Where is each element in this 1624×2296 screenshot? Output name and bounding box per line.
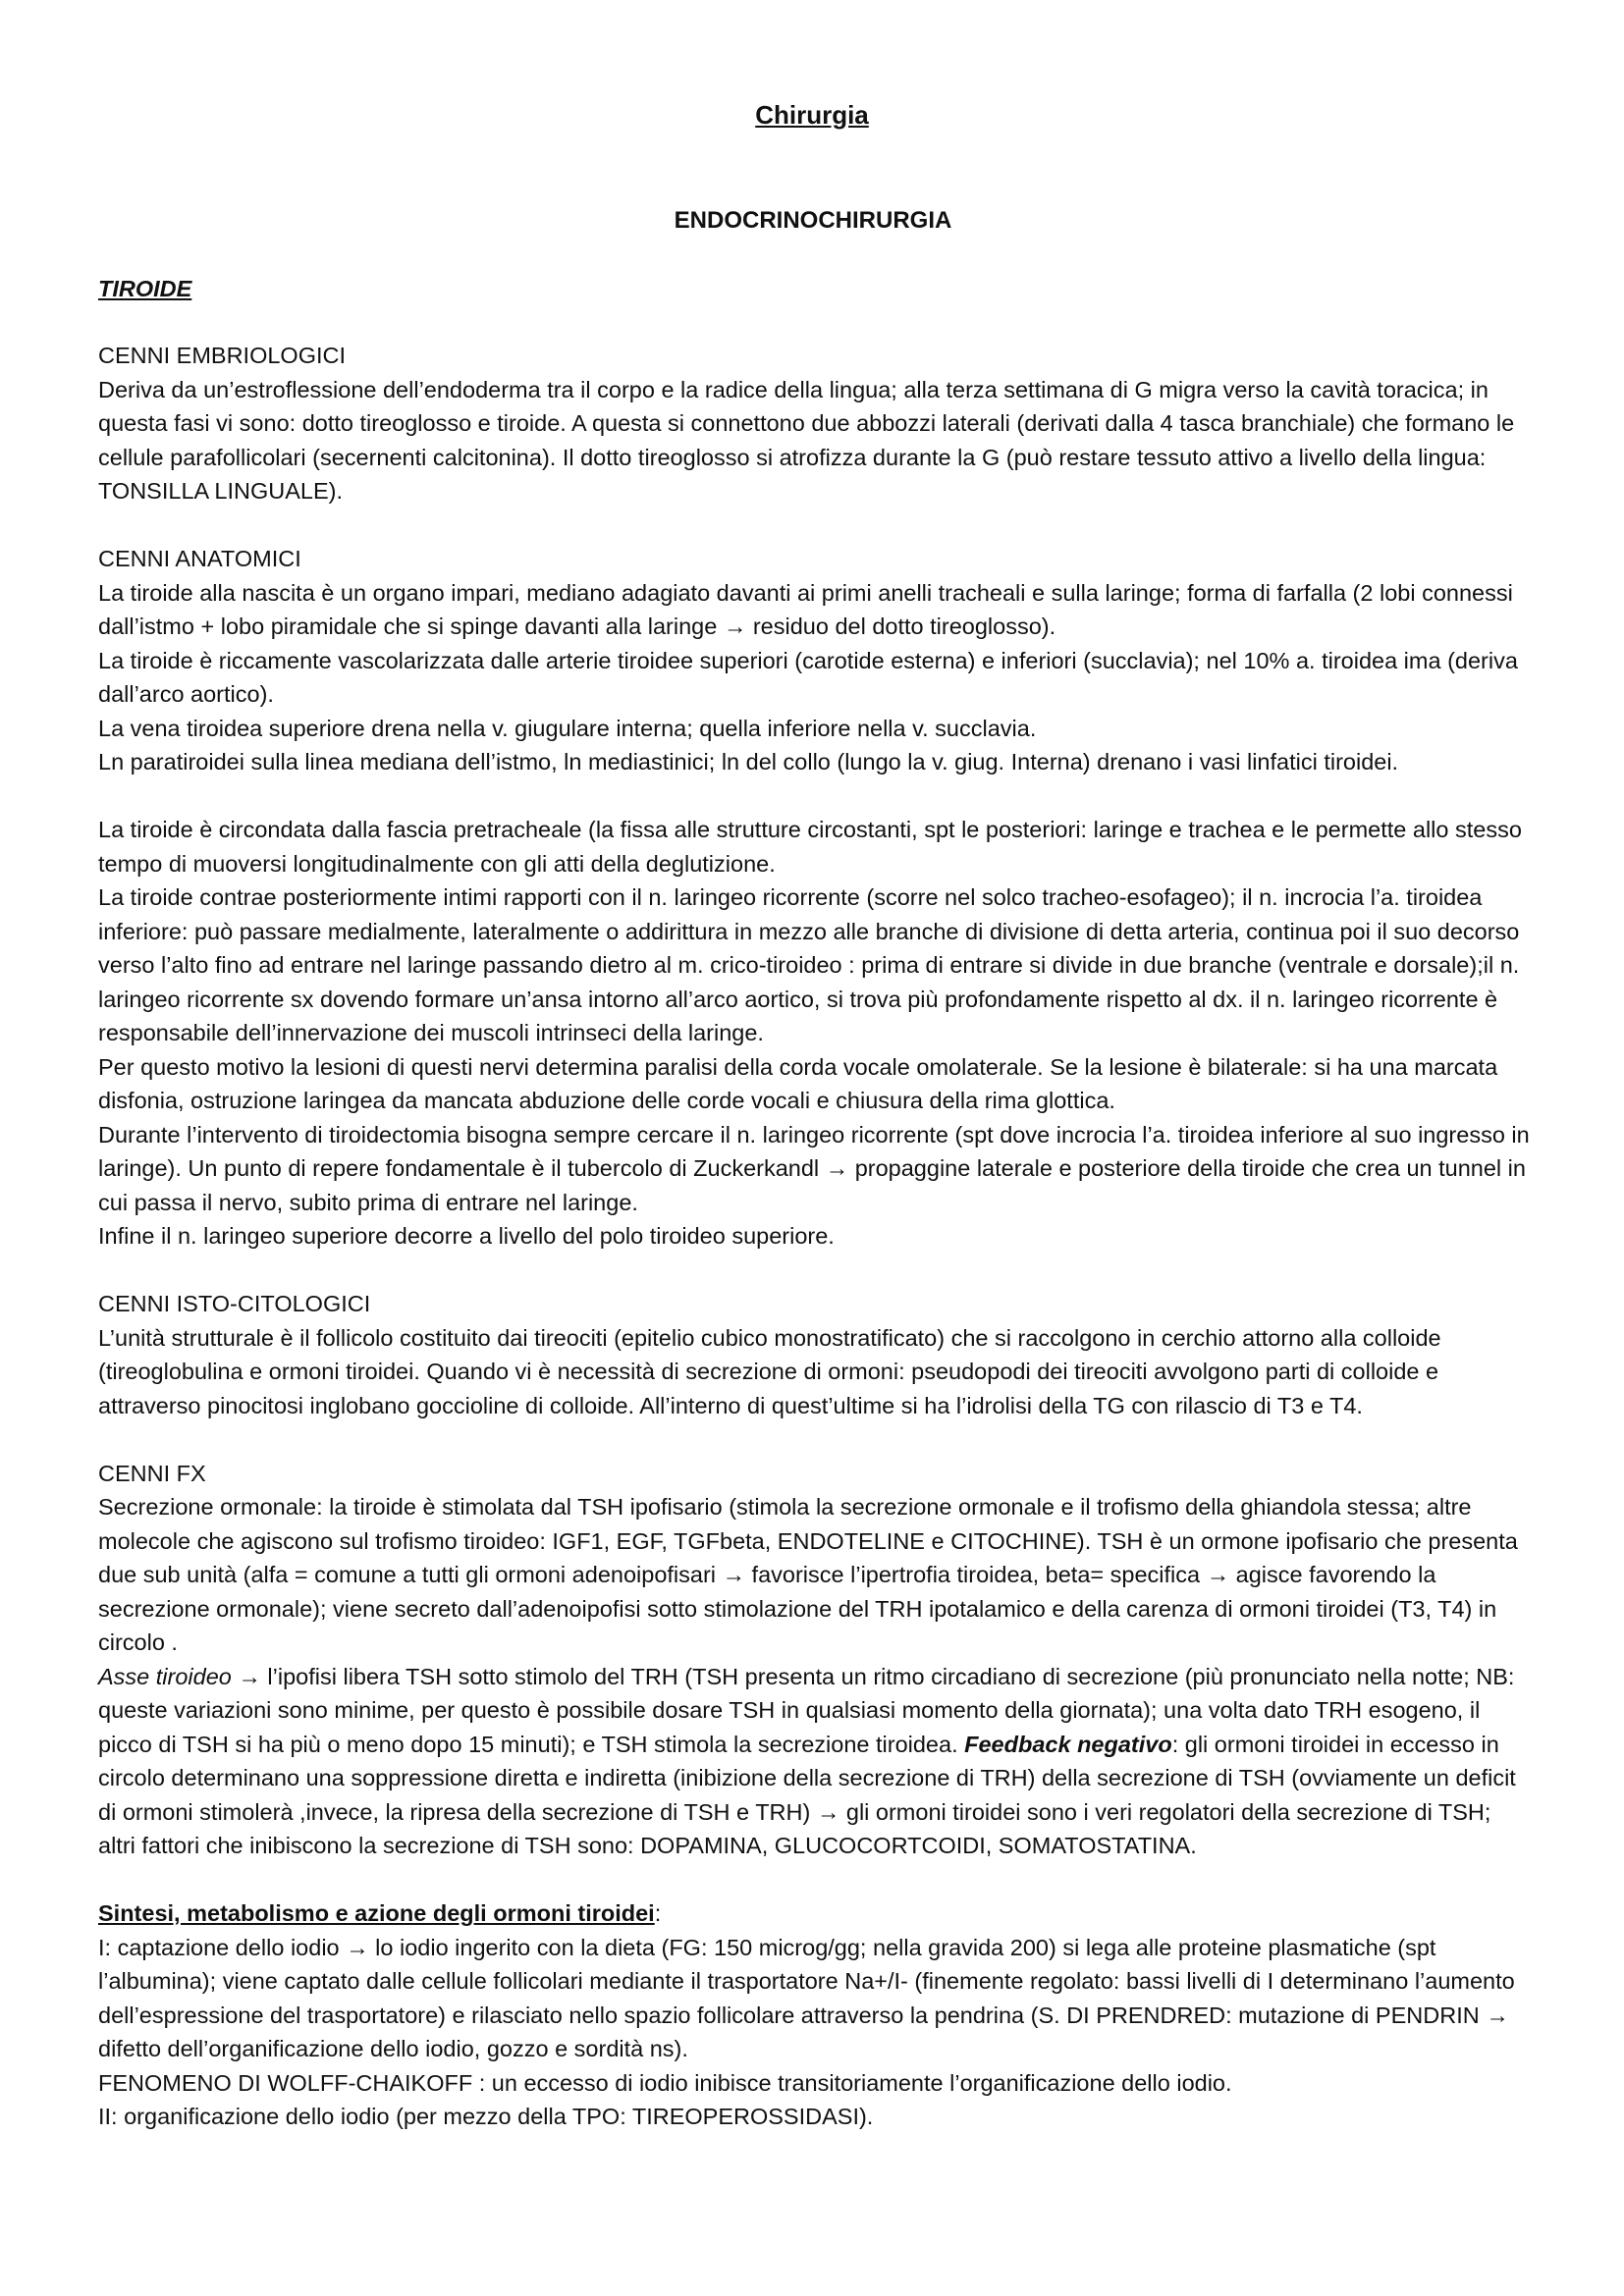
section-title-tiroide: TIROIDE — [98, 276, 192, 301]
paragraph-anatomici-4: Ln paratiroidei sulla linea mediana dell’istmo, ln mediastinici; ln del collo (lungo la v. giug. Interna) drenano i vasi linfatici tiroidei. — [98, 749, 1399, 774]
asse-tiroideo-label: Asse tiroideo — [98, 1663, 232, 1689]
section-embriologici — [98, 339, 1532, 508]
section-fx — [98, 1457, 1532, 1863]
section-anatomici — [98, 542, 1532, 779]
paragraph-anatomici-2: La tiroide è riccamente vascolarizzata dalle arterie tiroidee superiori (carotide esterna) e inferiori (succlavia); nel 10% a. tiroidea ima (deriva dall’arco aortico). — [98, 647, 1518, 707]
heading-isto-citologici: CENNI ISTO-CITOLOGICI — [98, 1291, 371, 1316]
heading-fx: CENNI FX — [98, 1460, 206, 1486]
paragraph-sintesi-3: II: organificazione dello iodio (per mezzo della TPO: TIREOPEROSSIDASI). — [98, 2104, 874, 2129]
paragraph-anatomici-3: La vena tiroidea superiore drena nella v. giugulare interna; quella inferiore nella v. succlavia. — [98, 715, 1037, 741]
paragraph-rapporti-3: Per questo motivo la lesioni di questi nervi determina paralisi della corda vocale omolaterale. Se la lesione è bilaterale: si ha una marcata disfonia, ostruzione laringea da mancata abduzione delle corde vocali e chiusura della rima glottica. — [98, 1053, 1498, 1113]
section-isto-citologici — [98, 1287, 1532, 1422]
document-body — [98, 339, 1532, 2167]
subtitle-text: ENDOCRINOCHIRURGIA — [674, 207, 952, 234]
paragraph-embriologici: Deriva da un’estroflessione dell’endoderma tra il corpo e la radice della lingua; alla terza settimana di G migra verso la cavità toracica; in questa fasi vi sono: dotto tireoglosso e tiroide. A questa si connettono due abbozzi laterali (derivati dalla 4 tasca branchiale) che formano le cellule parafollicolari (secernenti calcitonina). Il dotto tireoglosso si atrofizza durante la G (può restare tessuto attivo a livello della lingua: TONSILLA LINGUALE). — [98, 376, 1515, 504]
paragraph-rapporti-1: La tiroide è circondata dalla fascia pretracheale (la fissa alle strutture circostanti, spt le posteriori: laringe e trachea e le permette allo stesso tempo di muoversi longitudinalmente con gli atti della deglutizione. — [98, 817, 1522, 877]
paragraph-rapporti-5: Infine il n. laringeo superiore decorre a livello del polo tiroideo superiore. — [98, 1223, 835, 1249]
document-subtitle — [0, 204, 1624, 238]
paragraph-anatomici-1: La tiroide alla nascita è un organo impari, mediano adagiato davanti ai primi anelli tracheali e sulla laringe; forma di farfalla (2 lobi connessi dall’istmo + lobo piramidale che si spinge davanti alla laringe → residuo del dotto tireoglosso). — [98, 579, 1513, 639]
paragraph-fx-2 — [98, 1660, 1532, 1863]
heading-embriologici: CENNI EMBRIOLOGICI — [98, 343, 347, 368]
heading-sintesi-text: Sintesi, metabolismo e azione degli ormoni tiroidei — [98, 1900, 655, 1926]
feedback-negativo-label: Feedback negativo — [964, 1731, 1172, 1757]
heading-sintesi — [98, 1896, 1532, 1931]
feedback-negativo-text: : gli ormoni tiroidei in eccesso in circolo determinano una soppressione diretta e indiretta (inibizione della secrezione di TRH) della secrezione di TSH (ovviamente un deficit di ormoni stimolerà ,invece, la ripresa della secrezione di TSH e TRH) → gli ormoni tiroidei sono i veri regolatori della secrezione di TSH; altri fattori che inibiscono la secrezione di TSH sono: DOPAMINA, GLUCOCORTCOIDI, SOMATOSTATINA. — [98, 1731, 1516, 1858]
asse-tiroideo-text: → l’ipofisi libera TSH sotto stimolo del TRH (TSH presenta un ritmo circadiano di secrezione (più pronunciato nella notte; NB: queste variazioni sono minime, per questo è possibile dosare TSH in qualsiasi momento della giornata); una volta dato TRH esogeno, il picco di TSH si ha più o meno dopo 15 minuti); e TSH stimola la secrezione tiroidea. — [98, 1663, 1515, 1757]
paragraph-fx-1: Secrezione ormonale: la tiroide è stimolata dal TSH ipofisario (stimola la secrezione ormonale e il trofismo della ghiandola stessa; altre molecole che agiscono sul trofismo tiroideo: IGF1, EGF, TGFbeta, ENDOTELINE e CITOCHINE). TSH è un ormone ipofisario che presenta due sub unità (alfa = comune a tutti gli ormoni adenoipofisari → favorisce l’ipertrofia tiroidea, beta= specifica → agisce favorendo la secrezione ormonale); viene secreto dall’adenoipofisi sotto stimolazione del TRH ipotalamico e della carenza di ormoni tiroidei (T3, T4) in circolo . — [98, 1494, 1518, 1655]
heading-sintesi-colon: : — [654, 1900, 662, 1926]
section-sintesi — [98, 1896, 1532, 2134]
paragraph-rapporti-2: La tiroide contrae posteriormente intimi rapporti con il n. laringeo ricorrente (scorre nel solco tracheo-esofageo); il n. incrocia l’a. tiroidea inferiore: può passare medialmente, lateralmente o addirittura in mezzo alle branche di divisione di detta arteria, continua poi il suo decorso verso l’alto fino ad entrare nel laringe passando dietro al m. crico-tiroideo : prima di entrare si divide in due branche (ventrale e dorsale);il n. laringeo ricorrente sx dovendo formare un’ansa intorno all’arco aortico, si trova più profondamente rispetto al dx. il n. laringeo ricorrente è responsabile dell’innervazione dei muscoli intrinseci della laringe. — [98, 884, 1520, 1045]
section-rapporti — [98, 813, 1532, 1254]
document-title: Chirurgia — [755, 100, 869, 130]
paragraph-sintesi-2: FENOMENO DI WOLFF-CHAIKOFF : un eccesso di iodio inibisce transitoriamente l’organificazione dello iodio. — [98, 2069, 1232, 2096]
paragraph-isto-citologici: L’unità strutturale è il follicolo costituito dai tireociti (epitelio cubico monostratificato) che si raccolgono in cerchio attorno alla colloide (tireoglobulina e ormoni tiroidei. Quando vi è necessità di secrezione di ormoni: pseudopodi dei tireociti avvolgono parti di colloide e attraverso pinocitosi inglobano goccioline di colloide. All’interno di quest’ultime si ha l’idrolisi della TG con rilascio di T3 e T4. — [98, 1324, 1441, 1418]
paragraph-sintesi-1: I: captazione dello iodio → lo iodio ingerito con la dieta (FG: 150 microg/gg; nella gravida 200) si lega alle proteine plasmatiche (spt l’albumina); viene captato dalle cellule follicolari mediante il trasportatore Na+/I- (finemente regolato: bassi livelli di I determinano l’aumento dell’espressione del trasportatore) e rilasciato nello spazio follicolare attraverso la pendrina (S. DI PRENDRED: mutazione di PENDRIN → difetto dell’organificazione dello iodio, gozzo e sordità ns). — [98, 1934, 1515, 2061]
paragraph-rapporti-4: Durante l’intervento di tiroidectomia bisogna sempre cercare il n. laringeo ricorrente (spt dove incrocia l’a. tiroidea inferiore al suo ingresso in laringe). Un punto di repere fondamentale è il tubercolo di Zuckerkandl → propaggine laterale e posteriore della tiroide che crea un tunnel in cui passa il nervo, subito prima di entrare nel laringe. — [98, 1121, 1530, 1215]
heading-anatomici: CENNI ANATOMICI — [98, 546, 301, 571]
